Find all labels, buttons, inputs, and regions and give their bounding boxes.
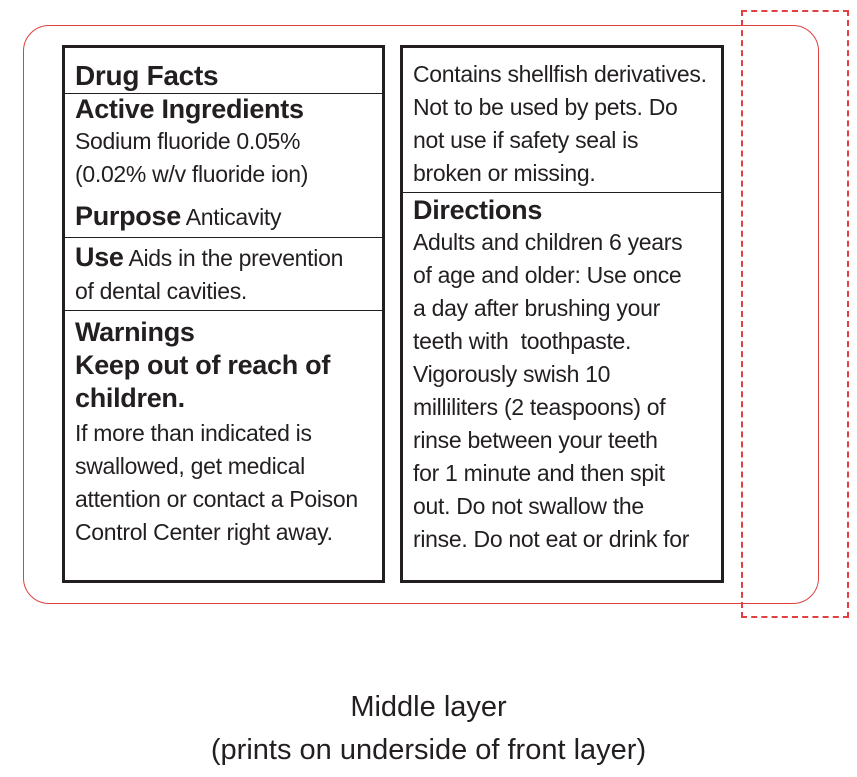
directions-section bbox=[403, 193, 721, 556]
active-ingredient-line: (0.02% w/v fluoride ion) bbox=[75, 161, 309, 187]
dashed-trim-area bbox=[741, 10, 849, 618]
purpose-line bbox=[75, 200, 372, 234]
caption-line-1: Middle layer bbox=[350, 691, 507, 723]
drug-facts-title: Drug Facts bbox=[75, 60, 219, 91]
purpose-heading: Purpose bbox=[75, 201, 181, 231]
directions-line: rinse. Do not eat or drink for bbox=[413, 526, 690, 552]
directions-line: rinse between your teeth bbox=[413, 427, 658, 453]
warning-text-line: Control Center right away. bbox=[75, 519, 333, 545]
active-ingredients-section bbox=[65, 94, 382, 238]
use-heading: Use bbox=[75, 242, 124, 272]
warning-text-line: If more than indicated is bbox=[75, 420, 312, 446]
contains-line: Not to be used by pets. Do bbox=[413, 94, 678, 120]
use-line bbox=[75, 241, 372, 275]
warnings-heading: Warnings bbox=[75, 317, 195, 347]
use-section bbox=[65, 238, 382, 311]
active-ingredient-line: Sodium fluoride 0.05% bbox=[75, 128, 301, 154]
contains-line: broken or missing. bbox=[413, 160, 596, 186]
directions-line: of age and older: Use once bbox=[413, 262, 682, 288]
drug-facts-left-panel bbox=[62, 45, 385, 583]
contains-line: Contains shellfish derivatives. bbox=[413, 61, 707, 87]
purpose-text: Anticavity bbox=[180, 204, 282, 230]
directions-heading: Directions bbox=[413, 195, 543, 225]
directions-line: a day after brushing your bbox=[413, 295, 660, 321]
directions-line: out. Do not swallow the bbox=[413, 493, 644, 519]
directions-line: for 1 minute and then spit bbox=[413, 460, 665, 486]
warning-text-line: swallowed, get medical bbox=[75, 453, 305, 479]
directions-line: teeth with toothpaste. bbox=[413, 328, 632, 354]
caption-line-2: (prints on underside of front layer) bbox=[210, 734, 647, 766]
directions-line: Adults and children 6 years bbox=[413, 229, 683, 255]
warning-text-line: attention or contact a Poison bbox=[75, 486, 358, 512]
keep-out-of-reach-line: Keep out of reach of bbox=[75, 350, 331, 380]
keep-out-of-reach-line: children. bbox=[75, 383, 185, 413]
contains-line: not use if safety seal is bbox=[413, 127, 639, 153]
active-ingredients-heading: Active Ingredients bbox=[75, 94, 304, 124]
drug-facts-title-section bbox=[65, 48, 382, 94]
drug-facts-right-panel bbox=[400, 45, 724, 583]
directions-line: Vigorously swish 10 bbox=[413, 361, 611, 387]
use-text: Aids in the prevention bbox=[123, 245, 344, 271]
directions-line: milliliters (2 teaspoons) of bbox=[413, 394, 666, 420]
contains-section bbox=[403, 48, 721, 193]
use-line: of dental cavities. bbox=[75, 278, 248, 304]
warnings-section bbox=[65, 311, 382, 549]
